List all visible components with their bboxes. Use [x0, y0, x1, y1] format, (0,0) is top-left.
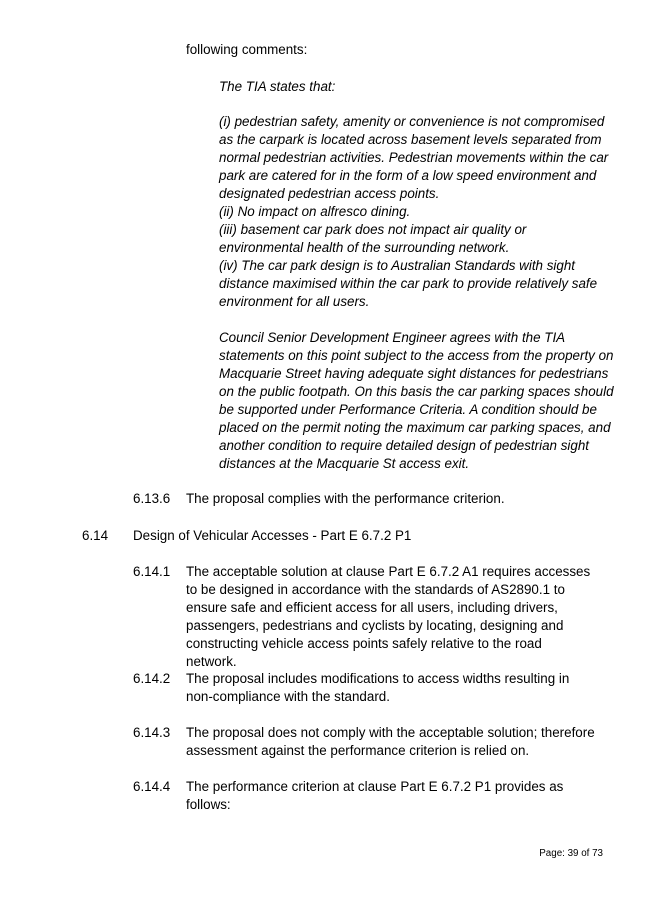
section-title: Design of Vehicular Accesses - Part E 6.7.2 P1 [133, 528, 412, 543]
subitem-number: 6.14.3 [133, 725, 171, 740]
subitem-number: 6.14.1 [133, 564, 171, 579]
subitem-number: 6.14.2 [133, 671, 171, 686]
subitem-text: The proposal does not comply with the acceptable solution; therefore assessment against the performance criterion is relied on. [186, 725, 595, 758]
subitem-text: The performance criterion at clause Part E 6.7.2 P1 provides as follows: [186, 779, 564, 812]
quote-item-4: (iv) The car park design is to Australian Standards with sight distance maximised within the car park to provide relatively safe environment for all users. [219, 258, 598, 309]
quote-council: Council Senior Development Engineer agrees with the TIA statements on this point subject to the access from the property on Macquarie Street having adequate sight distances for pedestrians on the public footpath. On this basis the car parking spaces should be supported under Performance Criteria. A condition should be placed on the permit noting the maximum car parking spaces, and another condition to require detailed design of pedestrian sight distances at the Macquarie St access exit. [219, 330, 614, 471]
quote-item-1: (i) pedestrian safety, amenity or convenience is not compromised as the carpark is located across basement levels separated from normal pedestrian activities. Pedestrian movements within the car park are catered for in the form of a low speed environment and designated pedestrian access points. [219, 114, 609, 201]
quote-item-2: (ii) No impact on alfresco dining. [219, 204, 411, 219]
subitem-number: 6.14.4 [133, 779, 171, 794]
page-number: Page: 39 of 73 [539, 848, 603, 859]
intro-text: following comments: [186, 42, 308, 57]
item-text: The proposal complies with the performance criterion. [186, 491, 505, 506]
quote-heading: The TIA states that: [219, 79, 336, 94]
item-number: 6.13.6 [133, 491, 171, 506]
quote-item-3: (iii) basement car park does not impact air quality or environmental health of the surrounding network. [219, 222, 527, 255]
section-number: 6.14 [82, 528, 109, 543]
subitem-text: The proposal includes modifications to access widths resulting in non-compliance with the standard. [186, 671, 570, 704]
subitem-text: The acceptable solution at clause Part E 6.7.2 A1 requires accesses to be designed in accordance with the standards of AS2890.1 to ensure safe and efficient access for all users, including drivers, passengers, pedestrians and cyclists by locating, designing and constructing vehicle access points safely relative to the road network. [186, 564, 591, 669]
